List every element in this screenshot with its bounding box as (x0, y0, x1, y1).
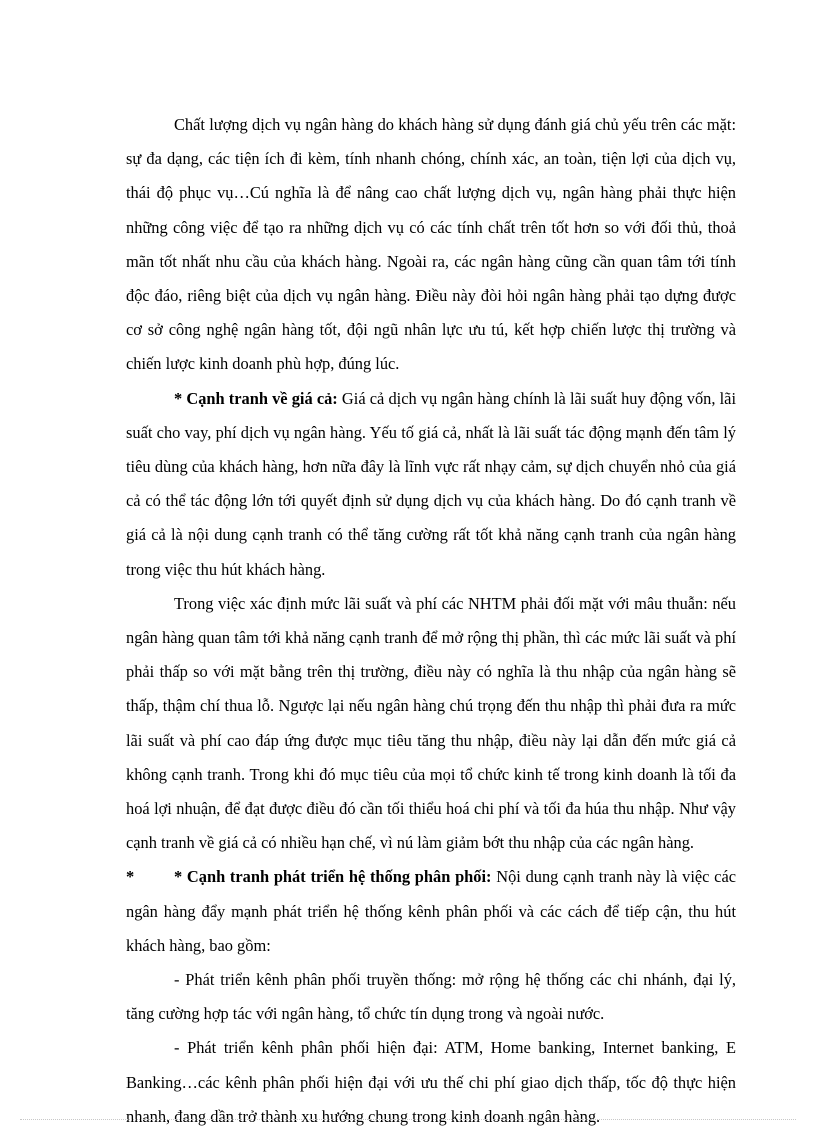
list-item-text: - Phát triển kênh phân phối hiện đại: ATM, Home banking, Internet banking, E Banking…các kênh phân phối hiện đại với ưu thế chi phí giao dịch thấp, tốc độ thực hiện nhanh, đang dần trở thành xu hướng chung trong kinh doanh ngân hàng. (126, 1038, 736, 1126)
paragraph-text: Trong việc xác định mức lãi suất và phí các NHTM phải đối mặt với mâu thuẫn: nếu ngân hàng quan tâm tới khả năng cạnh tranh để mở rộng thị phần, thì các mức lãi suất và phí phải thấp so với mặt bằng trên thị trường, điều này có nghĩa là thu nhập của ngân hàng sẽ thấp, thậm chí thua lỗ. Ngược lại nếu ngân hàng chú trọng đến thu nhập thì phải đưa ra mức lãi suất và phí cao đáp ứng được mục tiêu tăng thu nhập, điều này lại dẫn đến mức giá cả không cạnh tranh. Trong khi đó mục tiêu của mọi tổ chức kinh tế trong kinh doanh là tối đa hoá lợi nhuận, để đạt được điều đó cần tối thiểu hoá chi phí và tối đa húa thu nhập. Như vậy cạnh tranh về giá cả có nhiều hạn chế, vì nú làm giảm bớt thu nhập của các ngân hàng. (126, 593, 736, 853)
document-body (126, 108, 736, 1134)
paragraph-text: Giá cả dịch vụ ngân hàng chính là lãi suất huy động vốn, lãi suất cho vay, phí dịch vụ ngân hàng. Yếu tố giá cả, nhất là lãi suất tác động mạnh đến tâm lý tiêu dùng của khách hàng, hơn nữa đây là lĩnh vực rất nhạy cảm, sự dịch chuyển nhỏ của giá cả có thể tác động lớn tới quyết định sử dụng dịch vụ của khách hàng. Do đó cạnh tranh về giá cả là nội dung cạnh tranh có thể tăng cường rất tốt khả năng cạnh tranh của ngân hàng trong việc thu hút khách hàng. (126, 388, 736, 579)
page-bottom-divider (20, 1119, 796, 1120)
paragraph-price-competition (126, 382, 736, 587)
paragraph-text: Chất lượng dịch vụ ngân hàng do khách hàng sử dụng đánh giá chủ yếu trên các mặt: sự đa dạng, các tiện ích đi kèm, tính nhanh chóng, chính xác, an toàn, tiện lợi của dịch vụ, thái độ phục vụ…Cú nghĩa là để nâng cao chất lượng dịch vụ, ngân hàng phải thực hiện những công việc để tạo ra những dịch vụ có các tính chất trên tốt hơn so với đối thủ, thoả mãn tốt nhất nhu cầu của khách hàng. Ngoài ra, các ngân hàng cũng cần quan tâm tới tính độc đáo, riêng biệt của dịch vụ ngân hàng. Điều này đòi hỏi ngân hàng phải tạo dựng được cơ sở công nghệ ngân hàng tốt, đội ngũ nhân lực ưu tú, kết hợp chiến lược thị trường và chiến lược kinh doanh phù hợp, đúng lúc. (126, 115, 736, 374)
paragraph-service-quality (126, 108, 736, 382)
paragraph-interest-rate-dilemma (126, 587, 736, 861)
section-heading-price: * Cạnh tranh về giá cả: (174, 388, 338, 408)
section-heading-distribution: * Cạnh tranh phát triển hệ thống phân phối: (174, 867, 492, 887)
list-item-text: - Phát triển kênh phân phối truyền thống: mở rộng hệ thống các chi nhánh, đại lý, tăng cường hợp tác với ngân hàng, tổ chức tín dụng trong và ngoài nước. (126, 970, 736, 1024)
list-item-traditional-channels (126, 963, 736, 1031)
paragraph-distribution-competition (126, 860, 736, 963)
paragraph-text: Nội dung cạnh tranh này là việc các ngân hàng đẩy mạnh phát triển hệ thống kênh phân phối và các cách để tiếp cận, thu hút khách hàng, bao gồm: (126, 867, 736, 955)
bullet-star: * (126, 867, 135, 887)
